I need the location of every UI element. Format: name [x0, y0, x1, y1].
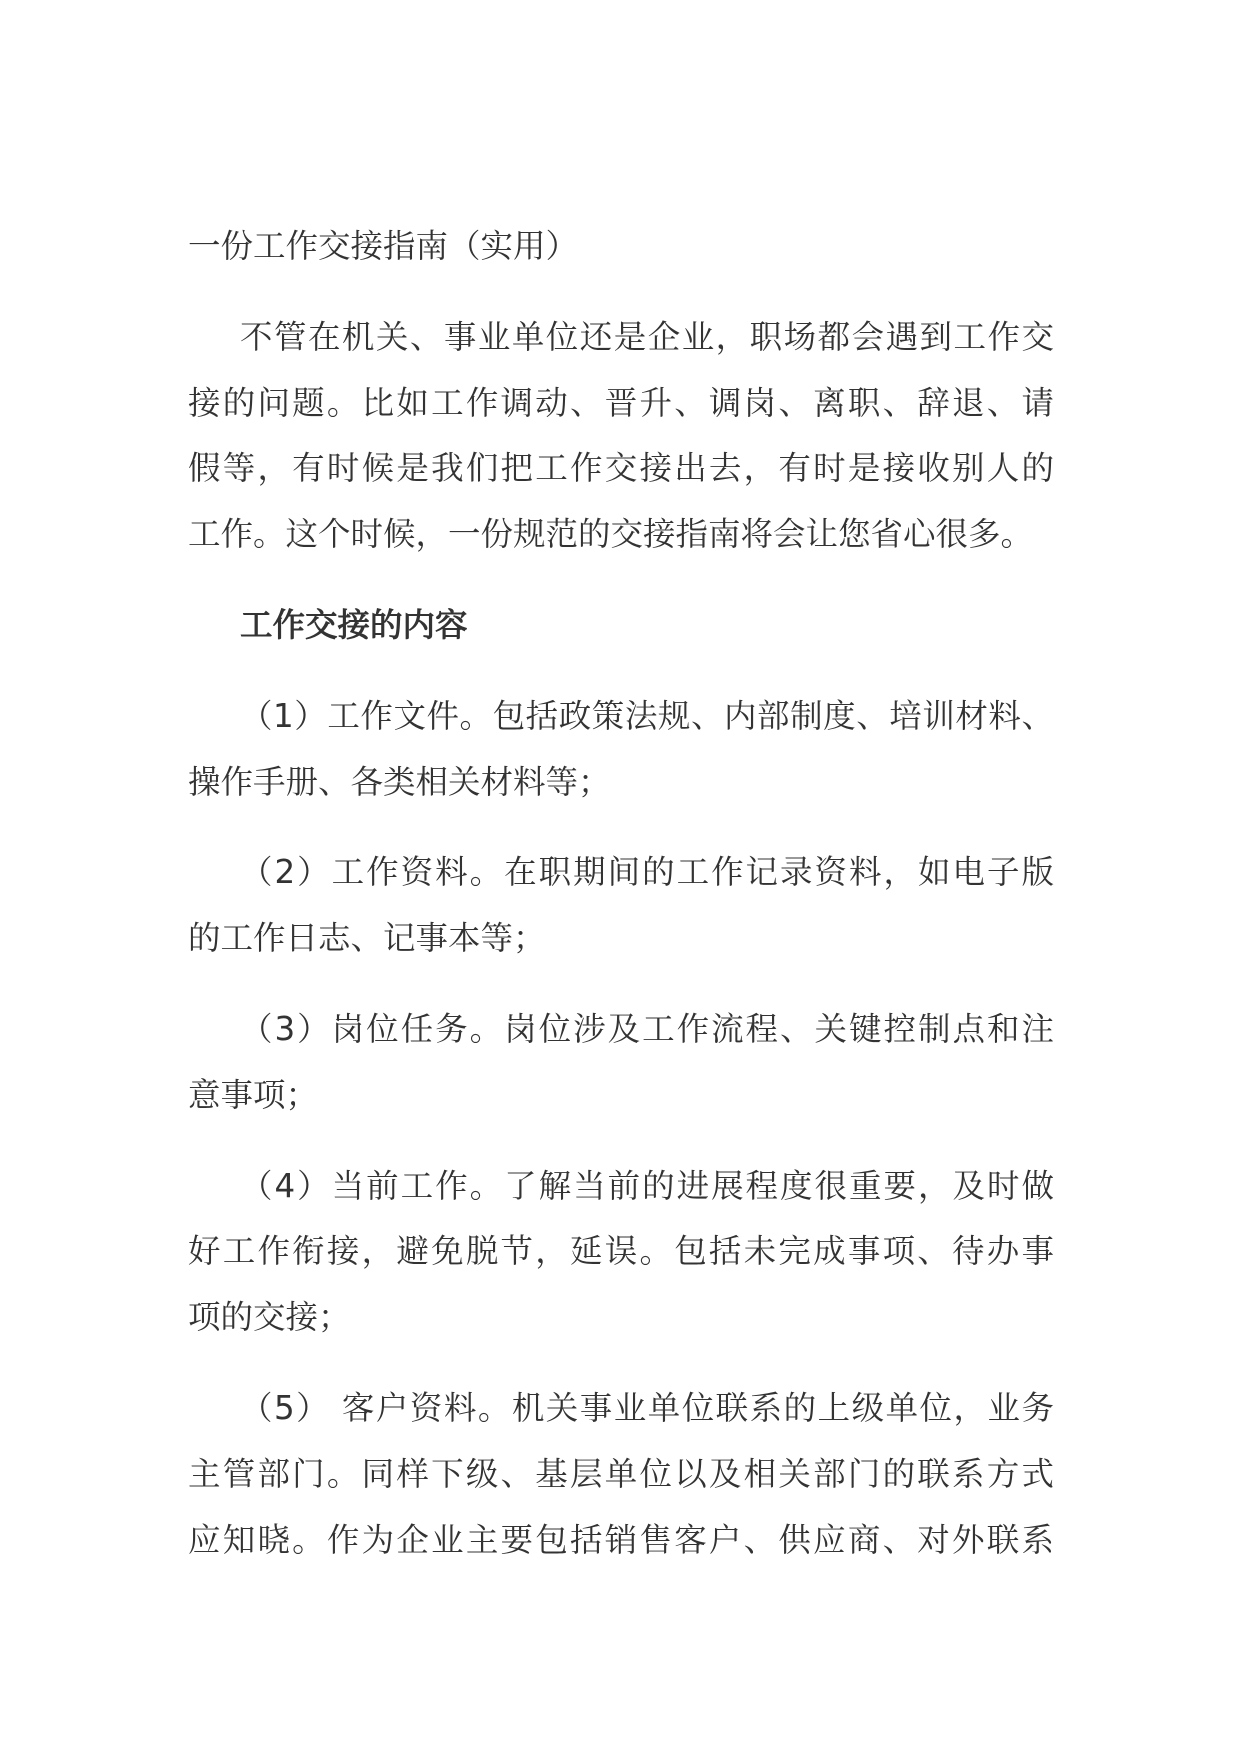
list-item-line: （5） 客户资料。机关事业单位联系的上级单位，业务	[240, 1388, 1054, 1427]
list-item-line: 好工作衔接，避免脱节，延误。包括未完成事项、待办事	[188, 1232, 1054, 1271]
list-item-line: （4）当前工作。了解当前的进展程度很重要，及时做	[240, 1166, 1054, 1205]
list-item-line: 项的交接；	[188, 1298, 351, 1337]
list-item-line: （2）工作资料。在职期间的工作记录资料，如电子版	[240, 853, 1054, 892]
section-heading-block	[188, 593, 1054, 659]
list-item-line: （3）岗位任务。岗位涉及工作流程、关键控制点和注	[240, 1009, 1054, 1048]
document-title-block	[188, 214, 1054, 280]
paragraph-line: 接的问题。比如工作调动、晋升、调岗、离职、辞退、请	[188, 383, 1054, 422]
list-item-line: 的工作日志、记事本等；	[188, 919, 546, 958]
list-item-line: 意事项；	[188, 1075, 319, 1114]
paragraph-line: 假等，有时候是我们把工作交接出去，有时是接收别人的	[188, 449, 1054, 488]
document-page	[188, 214, 1054, 1598]
list-item-line: 应知晓。作为企业主要包括销售客户、供应商、对外联系	[188, 1520, 1054, 1559]
list-item-line: 主管部门。同样下级、基层单位以及相关部门的联系方式	[188, 1454, 1054, 1493]
list-item-line: 操作手册、各类相关材料等；	[188, 762, 611, 801]
paragraph-line: 不管在机关、事业单位还是企业，职场都会遇到工作交	[240, 317, 1054, 356]
list-item	[188, 840, 1054, 972]
paragraph-line: 工作。这个时候，一份规范的交接指南将会让您省心很多。	[188, 515, 1034, 554]
list-item	[188, 684, 1054, 816]
intro-paragraph	[188, 305, 1054, 568]
section-heading: 工作交接的内容	[240, 605, 468, 644]
list-item	[188, 997, 1054, 1129]
document-title: 一份工作交接指南（实用）	[188, 227, 579, 265]
list-item-line: （1）工作文件。包括政策法规、内部制度、培训材料、	[240, 696, 1054, 735]
list-item	[188, 1376, 1054, 1573]
list-item	[188, 1154, 1054, 1351]
